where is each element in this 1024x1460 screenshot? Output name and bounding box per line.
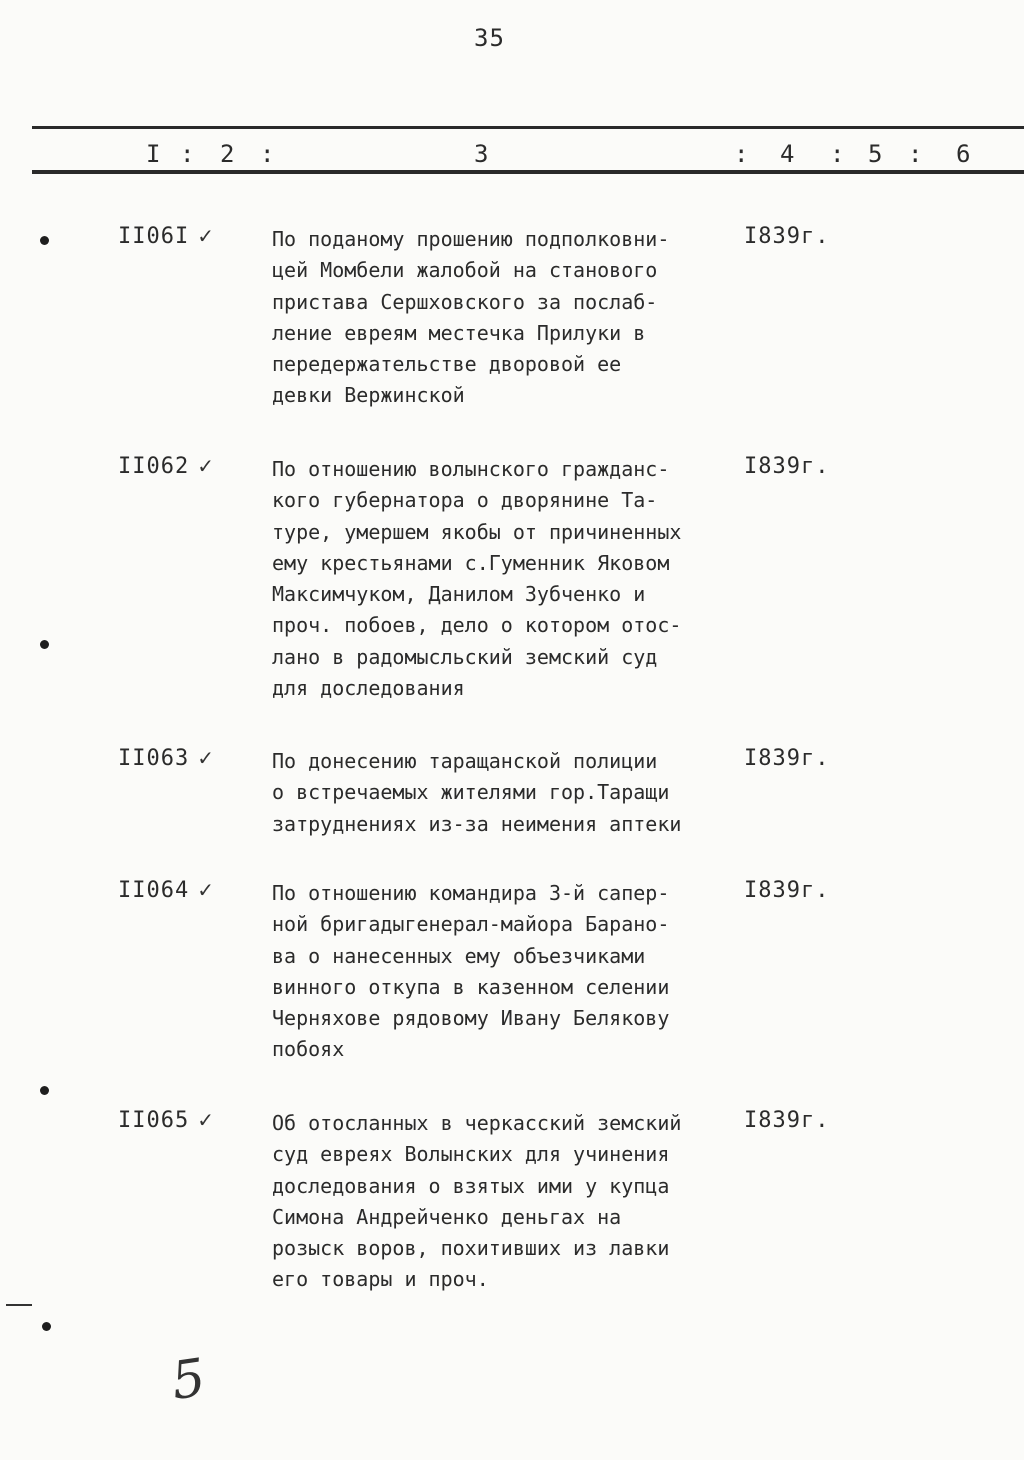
entry-number: II063 xyxy=(118,746,190,771)
entry-number: II065 xyxy=(118,1108,190,1133)
entry-number: II062 xyxy=(118,454,190,479)
table-header-rule xyxy=(32,170,1024,174)
column-header-2: 2 xyxy=(220,140,235,168)
punch-hole-dot xyxy=(42,1322,51,1331)
entry-description: По отношению волынского гражданс- кого губернатора о дворянине Та- туре, умершем якобы от причиненных ему крестьянами с.Гуменник Яковом Максимчуком, Данилом Зубченко и проч. побоев, дело о котором отос- лано в радомысльский земский суд для доследования xyxy=(272,457,682,701)
entry-description: По поданому прошению подполковни- цей Момбели жалобой на станового пристава Сершховского за послаб- ление евреям местечка Прилуки в передержательстве дворовой ее девки Вержинской xyxy=(272,227,670,408)
column-header-5: 5 xyxy=(868,140,883,168)
column-separator: : xyxy=(260,140,275,168)
entry-number: II064 xyxy=(118,878,190,903)
entry-year: I839г. xyxy=(744,746,830,771)
entry-number-cell xyxy=(118,454,215,479)
check-mark-icon: ✓ xyxy=(197,454,215,478)
check-mark-icon: ✓ xyxy=(197,878,215,902)
margin-dash xyxy=(6,1304,32,1306)
entry-description: Об отосланных в черкасский земский суд евреях Волынских для учинения доследования о взятых ими у купца Симона Андрейченко деньгах на розыск воров, похитивших из лавки его товары и проч. xyxy=(272,1111,682,1292)
check-mark-icon: ✓ xyxy=(197,224,215,248)
punch-hole-dot xyxy=(40,640,49,649)
check-mark-icon: ✓ xyxy=(197,746,215,770)
entry-description: По донесению таращанской полиции о встречаемых жителями гор.Таращи затруднениях из-за неимения аптеки xyxy=(272,749,682,836)
column-header-1: I xyxy=(146,140,161,168)
entry-year: I839г. xyxy=(744,1108,830,1133)
entry-number-cell xyxy=(118,1108,215,1133)
column-header-4: 4 xyxy=(780,140,795,168)
column-separator: : xyxy=(908,140,923,168)
punch-hole-dot xyxy=(40,1086,49,1095)
entry-number-cell xyxy=(118,746,215,771)
entry-year: I839г. xyxy=(744,878,830,903)
entry-description: По отношению командира 3-й сапер- ной бригадыгенерал-майора Барано- ва о нанесенных ему объезчиками винного откупа в казенном селении Черняхове рядовому Ивану Белякову побоях xyxy=(272,881,670,1062)
entry-number: II06I xyxy=(118,224,190,249)
entry-year: I839г. xyxy=(744,224,830,249)
entry-year: I839г. xyxy=(744,454,830,479)
entry-number-cell xyxy=(118,878,215,903)
handwritten-mark: 5 xyxy=(167,1347,210,1413)
column-separator: : xyxy=(180,140,195,168)
column-header-6: 6 xyxy=(956,140,971,168)
column-separator: : xyxy=(734,140,749,168)
column-separator: : xyxy=(830,140,845,168)
column-header-3: 3 xyxy=(474,140,489,168)
entry-number-cell xyxy=(118,224,215,249)
check-mark-icon: ✓ xyxy=(197,1108,215,1132)
page-number: 35 xyxy=(474,24,505,52)
table-top-rule xyxy=(32,126,1024,129)
punch-hole-dot xyxy=(40,236,49,245)
